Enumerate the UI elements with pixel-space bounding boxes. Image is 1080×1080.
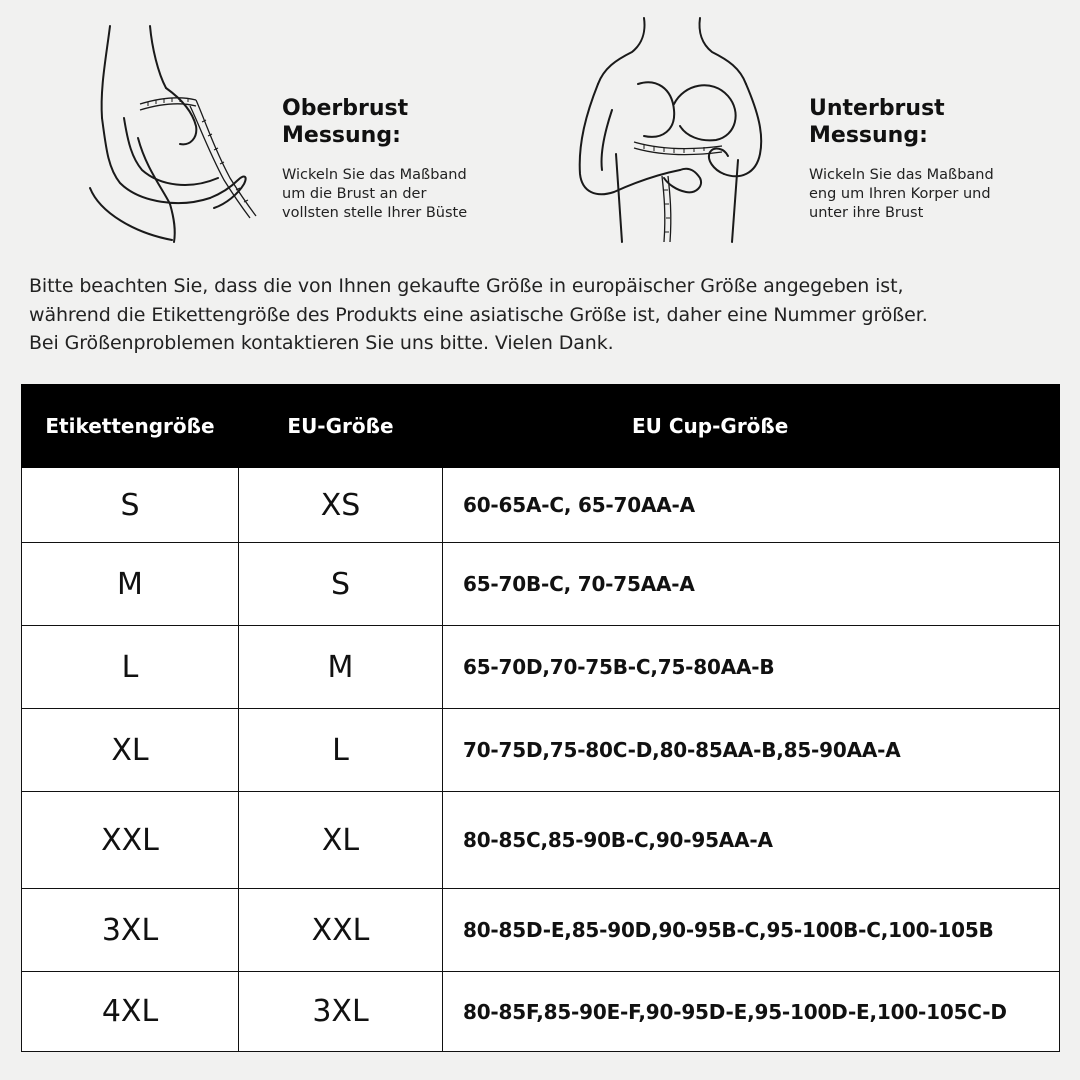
cell-eu-cup-size: 65-70B-C, 70-75AA-A: [443, 543, 1060, 626]
table-row: [22, 972, 1060, 1052]
cell-eu-size: XL: [239, 792, 443, 889]
under-bust-description: Wickeln Sie das Maßband eng um Ihren Korper und unter ihre Brust: [809, 167, 994, 221]
notice-line-1: Bitte beachten Sie, dass die von Ihnen gekaufte Größe in europäischer Größe angegeben ist,: [29, 275, 904, 297]
size-notice: [29, 272, 1069, 358]
upper-bust-block: [282, 95, 467, 223]
header-eu-size: EU-Größe: [239, 385, 443, 468]
cell-label-size: L: [22, 626, 239, 709]
table-row: [22, 626, 1060, 709]
cell-label-size: S: [22, 468, 239, 543]
cell-eu-size: S: [239, 543, 443, 626]
cell-eu-cup-size: 65-70D,70-75B-C,75-80AA-B: [443, 626, 1060, 709]
cell-label-size: 3XL: [22, 889, 239, 972]
under-bust-block: [809, 95, 994, 223]
size-table: [21, 384, 1060, 1052]
table-row: [22, 709, 1060, 792]
cell-eu-size: M: [239, 626, 443, 709]
cell-eu-size: L: [239, 709, 443, 792]
cell-eu-cup-size: 80-85C,85-90B-C,90-95AA-A: [443, 792, 1060, 889]
cell-eu-cup-size: 60-65A-C, 65-70AA-A: [443, 468, 1060, 543]
upper-bust-title: Oberbrust Messung:: [282, 96, 409, 148]
table-row: [22, 543, 1060, 626]
cell-eu-size: XXL: [239, 889, 443, 972]
cell-label-size: M: [22, 543, 239, 626]
cell-eu-size: XS: [239, 468, 443, 543]
notice-line-2: während die Etikettengröße des Produkts eine asiatische Größe ist, daher eine Nummer größer.: [29, 303, 928, 326]
upper-bust-description: Wickeln Sie das Maßband um die Brust an der vollsten stelle Ihrer Büste: [282, 167, 468, 221]
cell-eu-size: 3XL: [239, 972, 443, 1052]
cell-label-size: 4XL: [22, 972, 239, 1052]
upper-bust-illustration: [80, 18, 280, 246]
cell-label-size: XL: [22, 709, 239, 792]
cell-eu-cup-size: 70-75D,75-80C-D,80-85AA-B,85-90AA-A: [443, 709, 1060, 792]
table-row: [22, 468, 1060, 543]
table-row: [22, 792, 1060, 889]
header-label-size: Etikettengröße: [22, 385, 239, 468]
header-eu-cup-size: EU Cup-Größe: [443, 385, 1060, 468]
under-bust-illustration: [572, 14, 772, 246]
table-row: [22, 889, 1060, 972]
cell-eu-cup-size: 80-85D-E,85-90D,90-95B-C,95-100B-C,100-105B: [443, 889, 1060, 972]
under-bust-title: Unterbrust Messung:: [809, 96, 945, 148]
table-header-row: [22, 385, 1060, 468]
cell-eu-cup-size: 80-85F,85-90E-F,90-95D-E,95-100D-E,100-105C-D: [443, 972, 1060, 1052]
cell-label-size: XXL: [22, 792, 239, 889]
notice-line-3: Bei Größenproblemen kontaktieren Sie uns bitte. Vielen Dank.: [29, 332, 614, 354]
